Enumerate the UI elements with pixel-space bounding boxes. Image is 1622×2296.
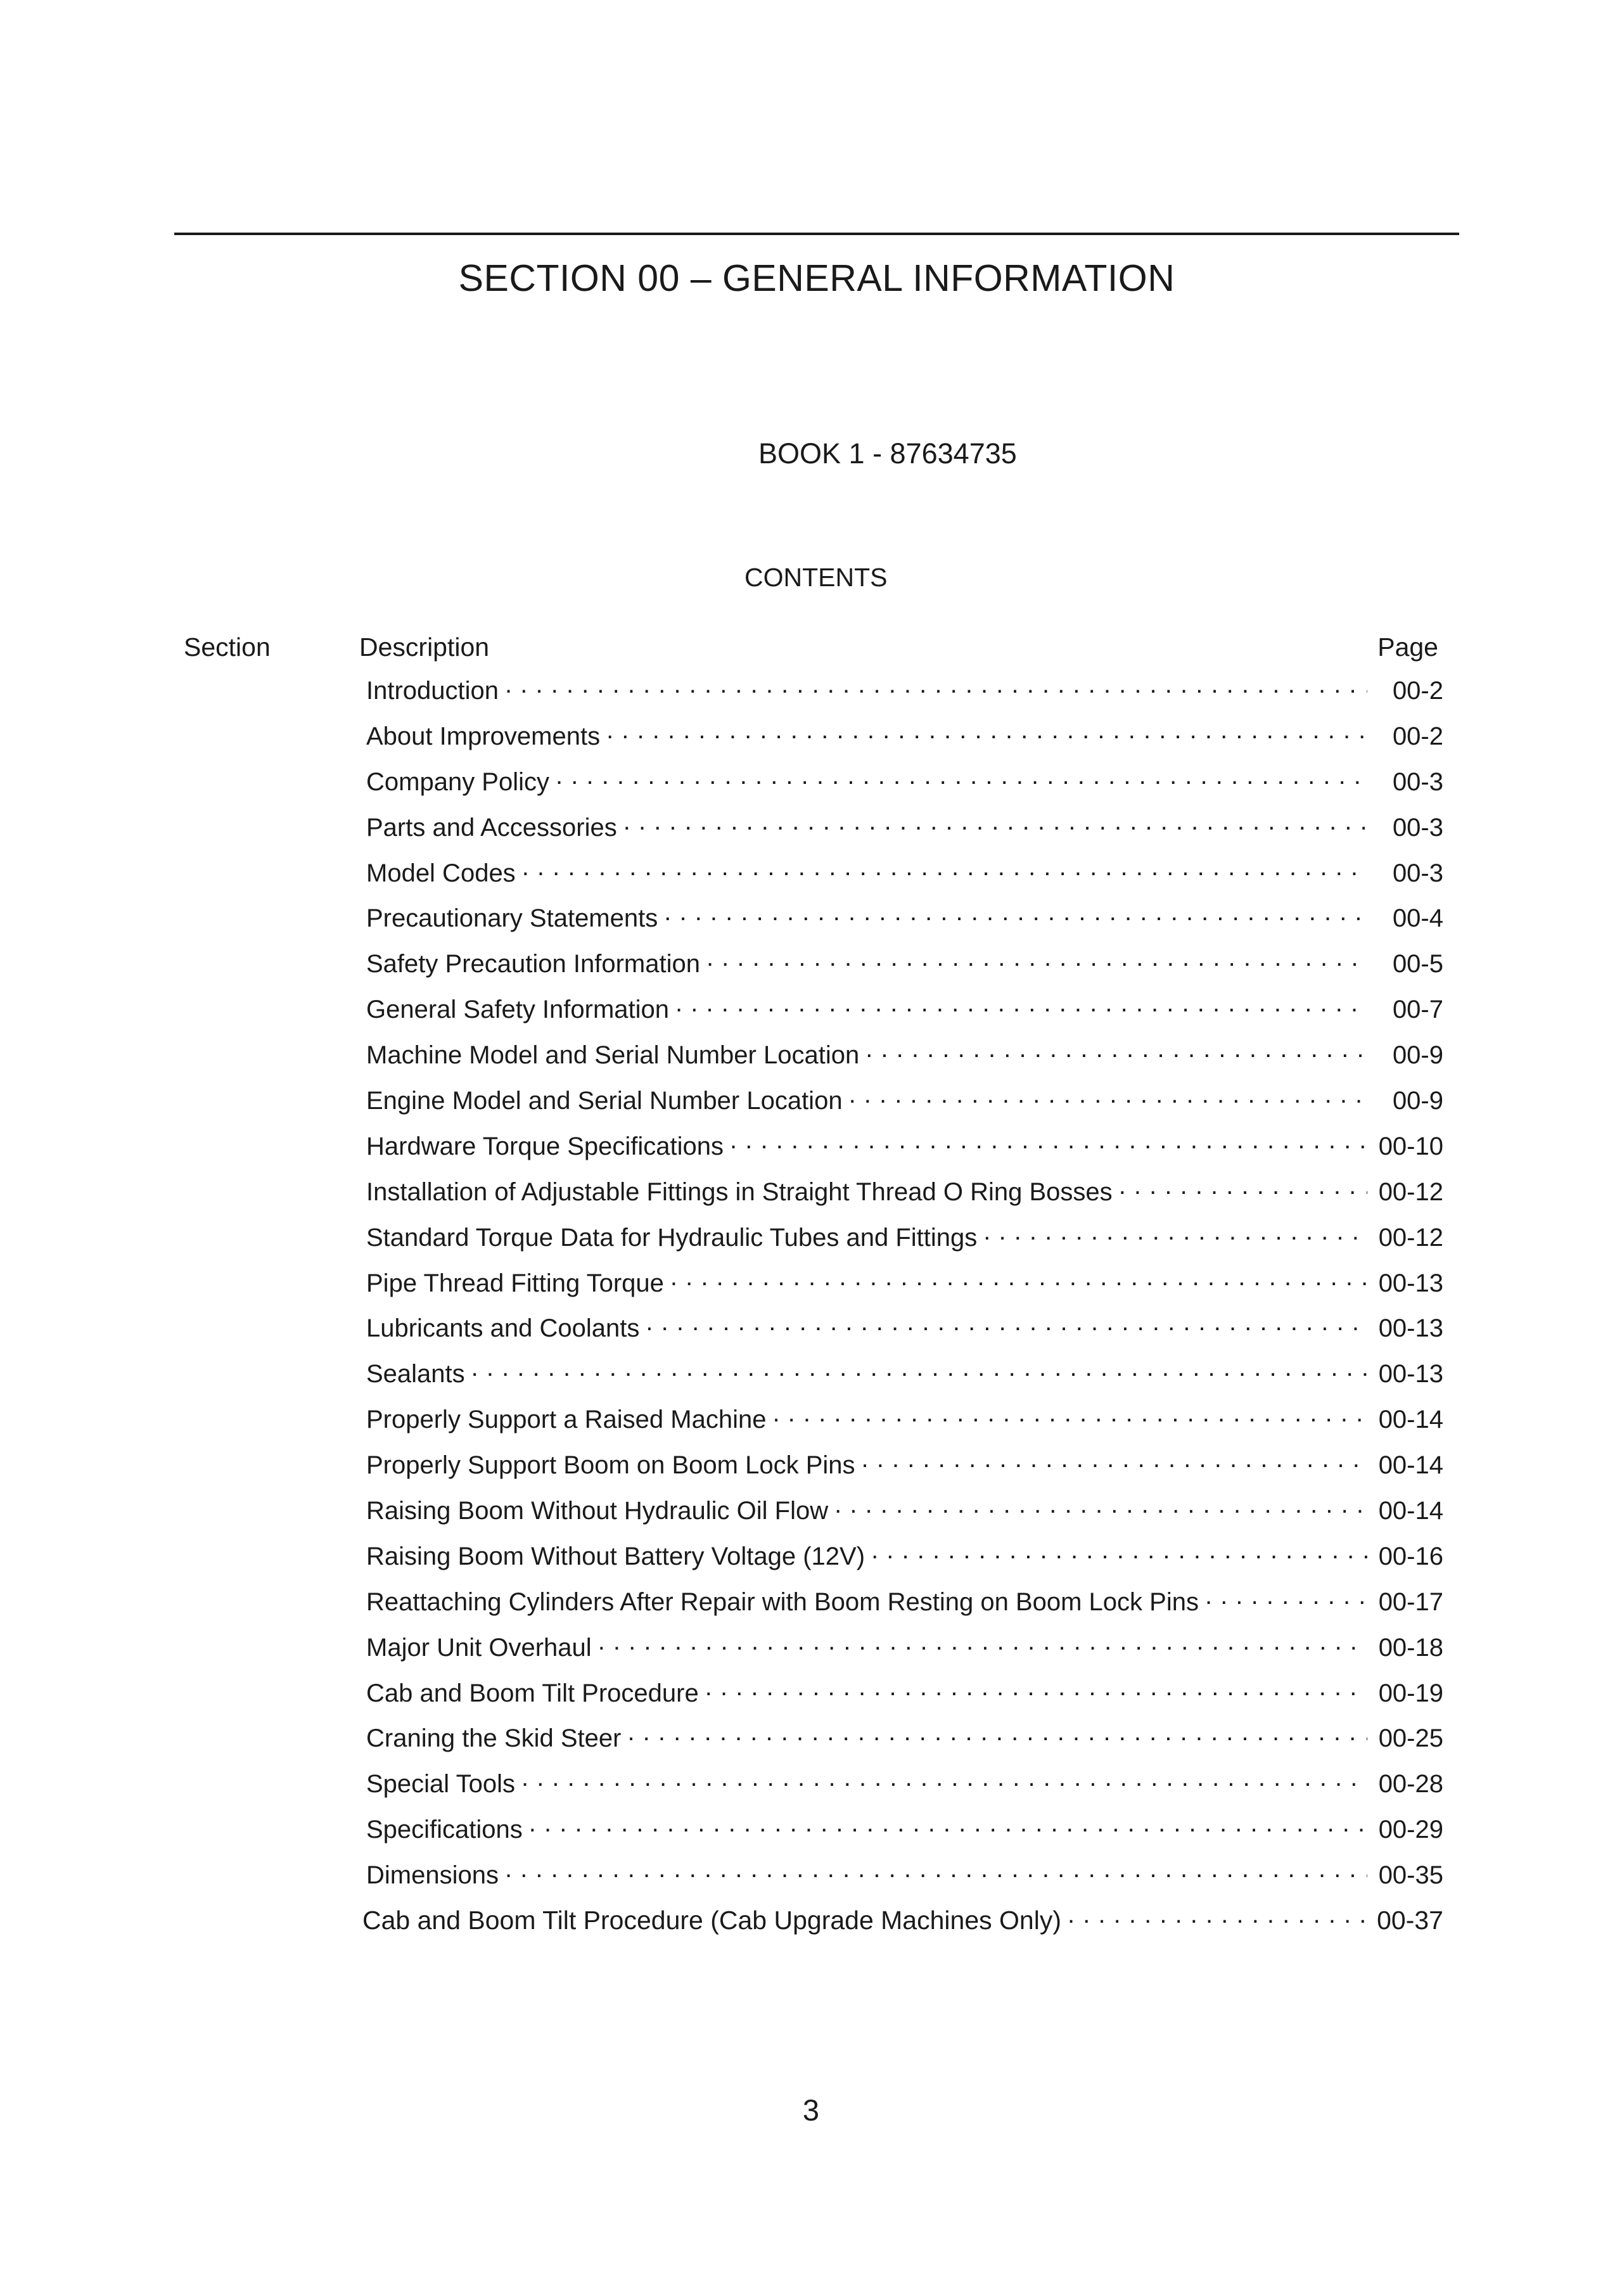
book-number: BOOK 1 - 87634735 [758,437,1017,470]
dot-leader [983,1221,1367,1246]
toc-entry-page: 00-2 [1392,677,1443,705]
toc-entry-label: Cab and Boom Tilt Procedure (Cab Upgrade Machines Only) [362,1906,1061,1935]
toc-entry-label: Sealants [366,1360,465,1389]
toc-entry[interactable] [366,1266,1443,1312]
toc-entry-page: 00-37 [1377,1906,1443,1935]
toc-entry[interactable] [366,1676,1443,1722]
toc-entry-page: 00-10 [1378,1132,1443,1160]
dot-leader [865,1038,1367,1063]
toc-entry[interactable] [362,1904,1443,1949]
toc-entry-label: Raising Boom Without Battery Voltage (12V) [366,1542,865,1570]
toc-entry-page: 00-2 [1392,722,1443,750]
toc-entry-label: Company Policy [366,767,550,796]
toc-entry-page: 00-9 [1392,1087,1443,1115]
toc-entry-page: 00-3 [1392,767,1443,796]
toc-entry-label: About Improvements [366,722,601,750]
toc-entry-page: 00-17 [1378,1587,1443,1616]
dot-leader [1205,1585,1367,1610]
toc-entry[interactable] [366,674,1443,719]
toc-entry[interactable] [366,1631,1443,1676]
toc-entry-label: Introduction [366,677,499,705]
toc-entry-page: 00-35 [1378,1861,1443,1890]
toc-entry-label: Lubricants and Coolants [366,1314,640,1343]
dot-leader [627,1721,1367,1747]
toc-entry[interactable] [366,1767,1443,1812]
toc-entry-label: Properly Support a Raised Machine [366,1406,767,1434]
dot-leader [849,1084,1367,1109]
dot-leader [471,1357,1367,1382]
toc-entry[interactable] [366,1221,1443,1266]
toc-entry-page: 00-29 [1378,1816,1443,1844]
toc-entry[interactable] [366,1494,1443,1539]
dot-leader [521,1767,1367,1792]
toc-entry-page: 00-3 [1392,859,1443,887]
column-header-page: Page [1377,632,1438,662]
toc-entry[interactable] [366,1721,1443,1767]
toc-entry-page: 00-16 [1378,1542,1443,1570]
toc-entry-label: Engine Model and Serial Number Location [366,1087,843,1115]
dot-leader [675,992,1367,1018]
dot-leader [664,901,1367,927]
dot-leader [505,674,1367,699]
dot-leader [730,1129,1367,1155]
dot-leader [862,1448,1367,1473]
dot-leader [834,1494,1367,1519]
toc-entry[interactable] [366,1038,1443,1084]
toc-entry[interactable] [366,765,1443,811]
dot-leader [670,1266,1367,1292]
dot-leader [522,856,1367,882]
section-title: SECTION 00 – GENERAL INFORMATION [458,257,1175,299]
toc-entry[interactable] [366,1311,1443,1357]
toc-entry-page: 00-13 [1378,1314,1443,1343]
toc-entry-label: Pipe Thread Fitting Torque [366,1269,664,1297]
toc-entry-label: Precautionary Statements [366,904,658,933]
toc-entry-page: 00-14 [1378,1406,1443,1434]
toc-entry-page: 00-7 [1392,996,1443,1024]
dot-leader [871,1539,1367,1565]
toc-entry-label: Special Tools [366,1770,515,1799]
toc-entry[interactable] [366,811,1443,856]
dot-leader [606,719,1367,745]
toc-entry[interactable] [366,992,1443,1038]
toc-entry-page: 00-19 [1378,1679,1443,1707]
toc-entry-page: 00-25 [1378,1724,1443,1753]
page-number: 3 [802,2093,820,2127]
toc-entry[interactable] [366,1084,1443,1129]
toc-entry-page: 00-5 [1392,950,1443,978]
toc-entry[interactable] [366,1357,1443,1402]
dot-leader [556,765,1367,790]
contents-heading: CONTENTS [744,563,888,592]
toc-entry[interactable] [366,856,1443,902]
toc-entry-label: Dimensions [366,1861,499,1890]
toc-entry[interactable] [366,947,1443,992]
dot-leader [772,1402,1367,1428]
toc-entry-label: Cab and Boom Tilt Procedure [366,1679,699,1707]
toc-entry-label: Parts and Accessories [366,813,617,842]
dot-leader [1119,1175,1367,1200]
toc-entry-label: Installation of Adjustable Fittings in Straight Thread O Ring Bosses [366,1177,1113,1206]
toc-entry-page: 00-14 [1378,1497,1443,1525]
toc-entry-page: 00-13 [1378,1360,1443,1389]
toc-entry-label: Hardware Torque Specifications [366,1132,724,1160]
toc-entry-label: Machine Model and Serial Number Location [366,1041,860,1070]
toc-entry[interactable] [366,719,1443,765]
toc-entry[interactable] [366,1402,1443,1448]
toc-entry-page: 00-3 [1392,813,1443,842]
toc-entry-page: 00-13 [1378,1269,1443,1297]
toc-entry[interactable] [366,1175,1443,1221]
toc-entry-label: Raising Boom Without Hydraulic Oil Flow [366,1497,829,1525]
toc-entry[interactable] [366,1448,1443,1494]
column-header-section: Section [184,632,271,662]
toc-entry-label: Craning the Skid Steer [366,1724,622,1753]
dot-leader [505,1858,1367,1883]
toc-entry[interactable] [366,1539,1443,1585]
toc-entry-label: Specifications [366,1816,523,1844]
table-of-contents [362,674,1443,1949]
toc-entry[interactable] [366,1812,1443,1858]
dot-leader [1068,1904,1367,1929]
dot-leader [529,1812,1367,1838]
toc-entry[interactable] [366,1858,1443,1904]
toc-entry-label: Safety Precaution Information [366,950,700,978]
toc-entry-page: 00-4 [1392,904,1443,933]
dot-leader [705,1676,1367,1702]
toc-entry-label: Model Codes [366,859,516,887]
toc-entry[interactable] [366,901,1443,947]
column-header-description: Description [359,632,490,662]
toc-entry-label: Standard Torque Data for Hydraulic Tubes and Fittings [366,1223,978,1252]
toc-entry-label: Properly Support Boom on Boom Lock Pins [366,1451,855,1480]
toc-entry-page: 00-28 [1378,1770,1443,1799]
toc-entry-page: 00-14 [1378,1451,1443,1480]
dot-leader [706,947,1367,972]
toc-entry-page: 00-12 [1378,1223,1443,1252]
toc-entry-page: 00-9 [1392,1041,1443,1070]
dot-leader [598,1631,1367,1656]
toc-entry[interactable] [366,1585,1443,1631]
top-rule [174,233,1459,235]
toc-entry-label: Reattaching Cylinders After Repair with Boom Resting on Boom Lock Pins [366,1587,1199,1616]
toc-entry-page: 00-12 [1378,1177,1443,1206]
toc-entry[interactable] [366,1129,1443,1175]
toc-entry-label: General Safety Information [366,996,670,1024]
toc-entry-label: Major Unit Overhaul [366,1633,592,1662]
toc-entry-page: 00-18 [1378,1633,1443,1662]
dot-leader [623,811,1367,836]
dot-leader [646,1311,1367,1337]
